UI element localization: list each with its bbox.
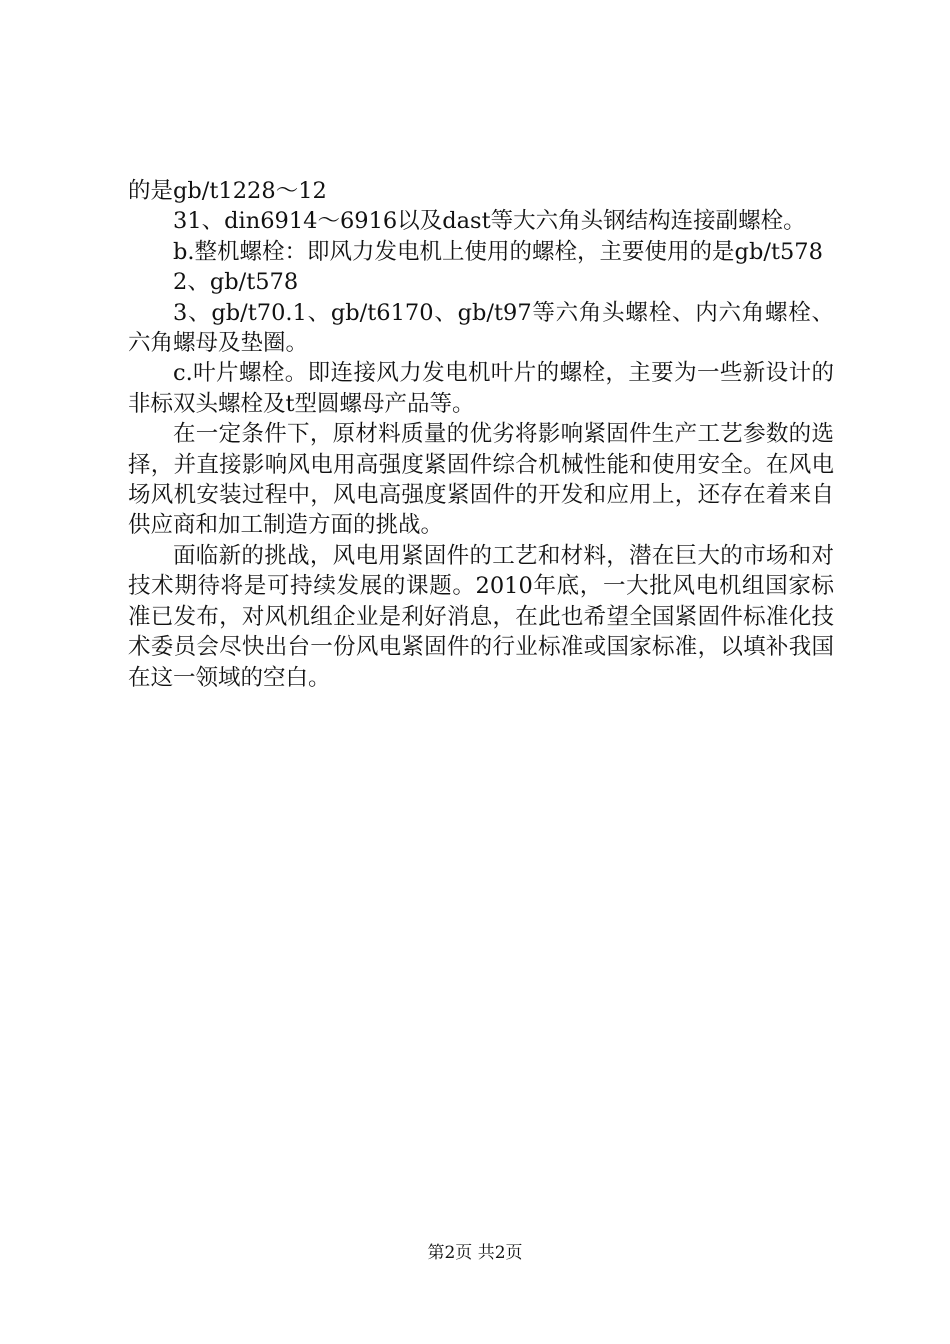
paragraph-continuation: 的是gb/t1228～12 bbox=[128, 178, 327, 204]
paragraph-din-bolts: 31、din6914～6916以及dast等大六角头钢结构连接副螺栓。 bbox=[173, 208, 806, 235]
paragraph-machine-bolts: b.整机螺栓：即风力发电机上使用的螺栓，主要使用的是gb/t578 bbox=[173, 238, 823, 265]
page-number-footer: 第2页 共2页 bbox=[427, 1243, 523, 1263]
paragraph-blade-bolts: c.叶片螺栓。即连接风力发电机叶片的螺栓，主要为一些新设计的非标双头螺栓及t型圆螺母产品等。 bbox=[128, 360, 834, 417]
paragraph-hex-bolts: 3、gb/t70.1、gb/t6170、gb/t97等六角头螺栓、内六角螺栓、六角螺母及垫圈。 bbox=[128, 299, 834, 357]
document-body bbox=[128, 176, 834, 693]
paragraph-material-quality: 在一定条件下，原材料质量的优劣将影响紧固件生产工艺参数的选择，并直接影响风电用高强度紧固件综合机械性能和使用安全。在风电场风机安装过程中，风电高强度紧固件的开发和应用上，还存在着来自供应商和加工制造方面的挑战。 bbox=[128, 421, 834, 539]
paragraph-gb-t578: 2、gb/t578 bbox=[173, 269, 299, 296]
paragraph-new-challenges: 面临新的挑战，风电用紧固件的工艺和材料，潜在巨大的市场和对技术期待将是可持续发展的课题。2010年底，一大批风电机组国家标准已发布，对风机组企业是利好消息，在此也希望全国紧固件标准化技术委员会尽快出台一份风电紧固件的行业标准或国家标准，以填补我国在这一领域的空白。 bbox=[128, 542, 834, 691]
